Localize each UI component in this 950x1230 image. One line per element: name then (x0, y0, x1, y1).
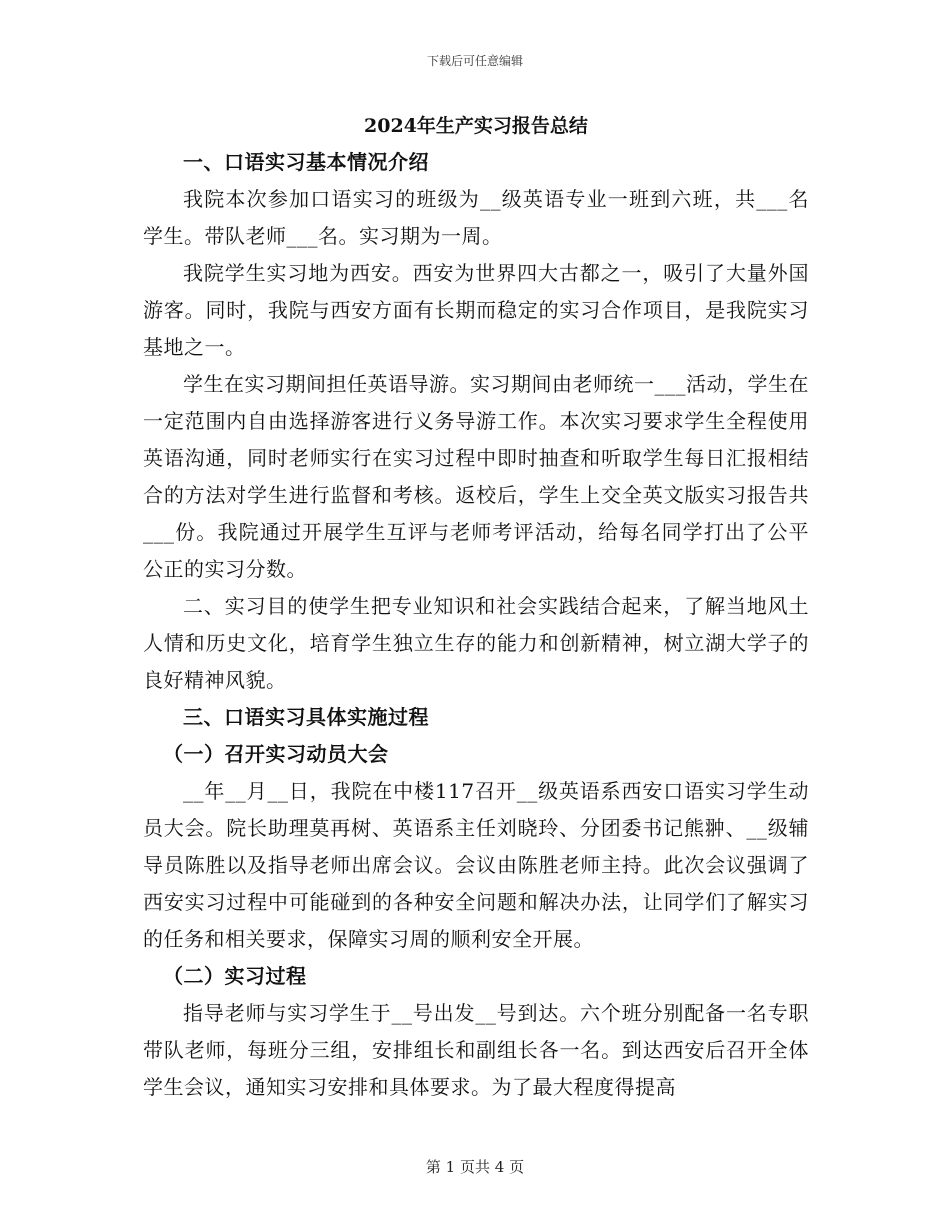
paragraph: 二、实习目的使学生把专业知识和社会实践结合起来，了解当地风土人情和历史文化，培育学生独立生存的能力和创新精神，树立湖大学子的良好精神风貌。 (143, 594, 809, 692)
paragraph: 我院学生实习地为西安。西安为世界四大古都之一，吸引了大量外国游客。同时，我院与西安方面有长期而稳定的实习合作项目，是我院实习基地之一。 (143, 261, 809, 359)
page-header-note: 下载后可任意编辑 (426, 54, 523, 68)
subsection-heading-1: （一）召开实习动员大会 (163, 742, 389, 766)
section-heading-3: 三、口语实习具体实施过程 (183, 705, 429, 729)
document-title: 2024年生产实习报告总结 (364, 115, 588, 137)
document-body (143, 108, 809, 1106)
subsection-heading-2: （二）实习过程 (163, 964, 307, 988)
section-heading-1: 一、口语实习基本情况介绍 (183, 150, 429, 174)
paragraph: __年__月__日，我院在中楼117召开__级英语系西安口语实习学生动员大会。院长助理莫再树、英语系主任刘晓玲、分团委书记熊翀、__级辅导员陈胜以及指导老师出席会议。会议由陈胜老师主持。此次会议强调了西安实习过程中可能碰到的各种安全问题和解决办法，让同学们了解实习的任务和相关要求，保障实习周的顺利安全开展。 (143, 779, 809, 951)
page-number-footer: 第 1 页共 4 页 (425, 1158, 525, 1176)
paragraph: 我院本次参加口语实习的班级为__级英语专业一班到六班，共___名学生。带队老师___名。实习期为一周。 (143, 187, 809, 248)
paragraph: 学生在实习期间担任英语导游。实习期间由老师统一___活动，学生在一定范围内自由选择游客进行义务导游工作。本次实习要求学生全程使用英语沟通，同时老师实行在实习过程中即时抽查和听取学生每日汇报相结合的方法对学生进行监督和考核。返校后，学生上交全英文版实习报告共___份。我院通过开展学生互评与老师考评活动，给每名同学打出了公平公正的实习分数。 (143, 372, 809, 581)
paragraph: 指导老师与实习学生于__号出发__号到达。六个班分别配备一名专职带队老师，每班分三组，安排组长和副组长各一名。到达西安后召开全体学生会议，通知实习安排和具体要求。为了最大程度得提高 (143, 1001, 809, 1099)
